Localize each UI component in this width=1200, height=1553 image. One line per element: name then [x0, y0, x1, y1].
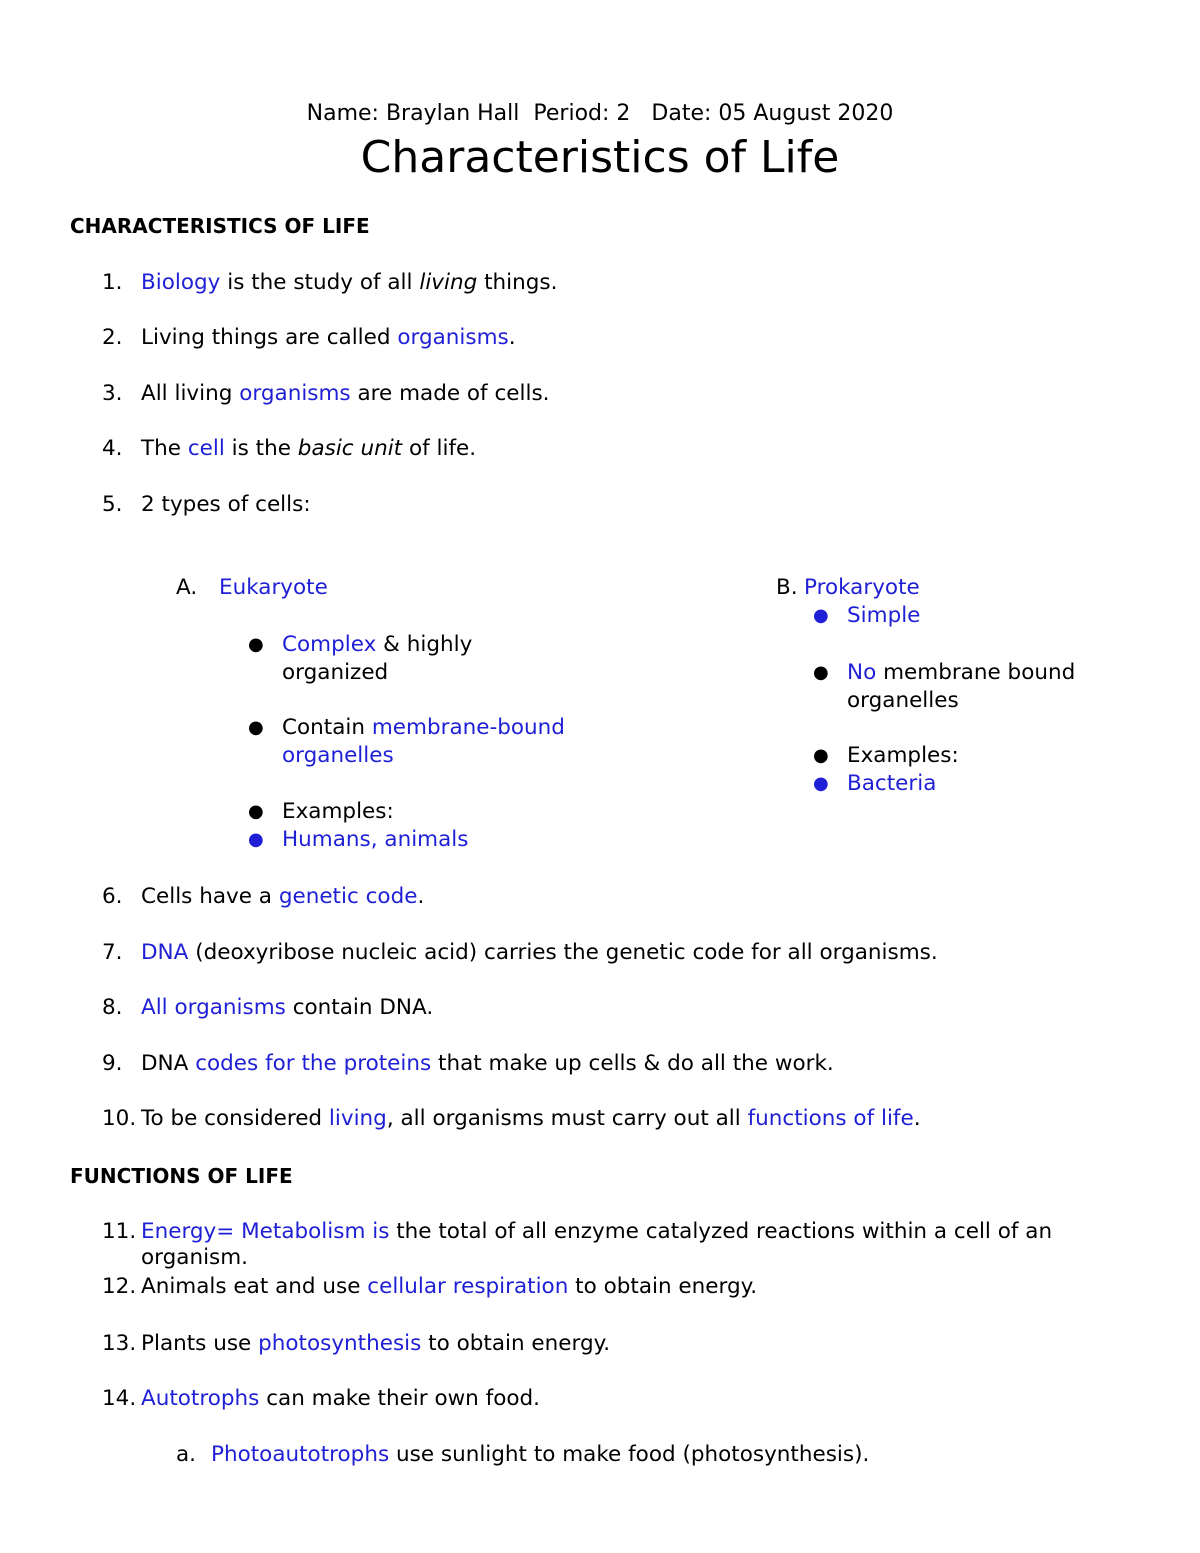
text-run: contain DNA. — [285, 995, 434, 1020]
text-run: organelles — [282, 743, 394, 768]
section-heading-functions: FUNCTIONS OF LIFE — [70, 1164, 293, 1188]
bullet-icon: ● — [813, 662, 829, 683]
text-run: of life. — [402, 436, 477, 461]
text-run: genetic code — [278, 884, 418, 909]
period: Period: 2 — [533, 101, 631, 126]
text-run: that make up cells & do all the work. — [431, 1051, 834, 1076]
item-text — [141, 883, 424, 911]
item-number: 4. — [102, 436, 123, 461]
text-run: 2 types of cells: — [141, 492, 311, 517]
text-run: to obtain energy. — [421, 1331, 611, 1356]
item-number: 5. — [102, 492, 123, 517]
text-run: . — [913, 1106, 921, 1131]
text-run: Examples: — [282, 799, 394, 824]
text-run: Plants use — [141, 1331, 259, 1356]
text-run: is the study of all — [220, 270, 420, 295]
text-run: . — [508, 325, 516, 350]
bullet-icon: ● — [248, 634, 264, 655]
bullet-icon: ● — [248, 801, 264, 822]
text-run: living — [419, 270, 478, 295]
bullet-icon: ● — [813, 745, 829, 766]
item-text — [141, 435, 476, 463]
text-run: organelles — [847, 688, 959, 713]
text-run: organized — [282, 660, 389, 685]
text-run: functions of life — [747, 1106, 914, 1131]
item-number: 9. — [102, 1051, 123, 1076]
bullet-text — [847, 602, 920, 630]
bullet-text — [282, 714, 565, 742]
date: Date: 05 August 2020 — [651, 101, 894, 126]
item-text — [141, 324, 516, 352]
text-run: . — [417, 884, 425, 909]
text-run: Biology — [141, 270, 221, 295]
prokaryote-heading: Prokaryote — [804, 575, 920, 600]
text-run: Energy= Metabolism is — [141, 1219, 390, 1244]
item-text — [141, 1385, 540, 1413]
item-text — [141, 1273, 757, 1301]
item-text — [141, 1218, 1052, 1246]
item-number: 2. — [102, 325, 123, 350]
bullet-icon: ● — [813, 605, 829, 626]
text-run: Simple — [847, 603, 921, 628]
header-line — [0, 100, 1200, 128]
text-run: cellular respiration — [367, 1274, 569, 1299]
text-run: Complex — [282, 632, 377, 657]
item-text — [141, 380, 550, 408]
item-number: 8. — [102, 995, 123, 1020]
item-text — [141, 1050, 834, 1078]
prokaryote-letter: B. — [776, 575, 798, 600]
item-number: 6. — [102, 884, 123, 909]
text-run: All living — [141, 381, 240, 406]
text-run: DNA — [141, 1051, 196, 1076]
text-run: organisms — [397, 325, 509, 350]
text-run: basic unit — [297, 436, 403, 461]
text-run: Bacteria — [847, 771, 937, 796]
item-text-continued: organism. — [141, 1245, 249, 1270]
item-text — [141, 1105, 921, 1133]
text-run: , all organisms must carry out all — [386, 1106, 748, 1131]
bullet-text — [847, 770, 936, 798]
bullet-text — [282, 742, 394, 770]
item-number: 11. — [102, 1219, 137, 1244]
text-run: cell — [187, 436, 225, 461]
bullet-icon: ● — [813, 773, 829, 794]
sub-item-text — [211, 1441, 869, 1469]
text-run: organisms — [239, 381, 351, 406]
item-number: 13. — [102, 1331, 137, 1356]
eukaryote-letter: A. — [176, 575, 198, 600]
text-run: The — [141, 436, 188, 461]
bullet-text — [847, 687, 959, 715]
item-text — [141, 939, 938, 967]
text-run: photosynthesis — [258, 1331, 422, 1356]
text-run: Living things are called — [141, 325, 398, 350]
page-title: Characteristics of Life — [360, 132, 840, 183]
bullet-text — [282, 798, 394, 826]
text-run: are made of cells. — [350, 381, 550, 406]
item-number: 3. — [102, 381, 123, 406]
text-run: Humans, animals — [282, 827, 469, 852]
item-number: 1. — [102, 270, 123, 295]
text-run: to obtain energy. — [568, 1274, 758, 1299]
item-text — [141, 994, 433, 1022]
bullet-icon: ● — [248, 717, 264, 738]
text-run: Animals eat and use — [141, 1274, 368, 1299]
text-run: membrane bound — [876, 660, 1076, 685]
bullet-text — [282, 659, 388, 687]
bullet-text — [847, 659, 1075, 687]
item-number: 12. — [102, 1274, 137, 1299]
bullet-text — [847, 742, 959, 770]
student-name: Name: Braylan Hall — [306, 101, 520, 126]
item-text — [141, 491, 311, 519]
item-number: 7. — [102, 940, 123, 965]
text-run: Contain — [282, 715, 372, 740]
text-run: Examples: — [847, 743, 959, 768]
text-run: Autotrophs — [141, 1386, 260, 1411]
text-run: & highly — [376, 632, 473, 657]
text-run: No — [847, 660, 877, 685]
item-number: 10. — [102, 1106, 137, 1131]
text-run: things. — [477, 270, 558, 295]
text-run: can make their own food. — [259, 1386, 541, 1411]
text-run: All organisms — [141, 995, 286, 1020]
text-run: DNA — [141, 940, 189, 965]
text-run: is the — [224, 436, 298, 461]
text-run: Photoautotrophs — [211, 1442, 390, 1467]
bullet-text — [282, 826, 468, 854]
eukaryote-heading: Eukaryote — [219, 575, 328, 600]
text-run: the total of all enzyme catalyzed reactions within a cell of an — [389, 1219, 1053, 1244]
text-run: Cells have a — [141, 884, 279, 909]
text-run: living — [328, 1106, 387, 1131]
text-run: To be considered — [141, 1106, 329, 1131]
text-run: (deoxyribose nucleic acid) carries the genetic code for all organisms. — [188, 940, 938, 965]
item-text — [141, 269, 557, 297]
item-number: 14. — [102, 1386, 137, 1411]
bullet-icon: ● — [248, 829, 264, 850]
section-heading-characteristics: CHARACTERISTICS OF LIFE — [70, 214, 370, 238]
sub-item-letter: a. — [176, 1442, 197, 1467]
text-run: codes for the proteins — [195, 1051, 432, 1076]
bullet-text — [282, 631, 472, 659]
text-run: use sunlight to make food (photosynthesis). — [389, 1442, 870, 1467]
text-run: membrane-bound — [371, 715, 565, 740]
item-text — [141, 1330, 610, 1358]
